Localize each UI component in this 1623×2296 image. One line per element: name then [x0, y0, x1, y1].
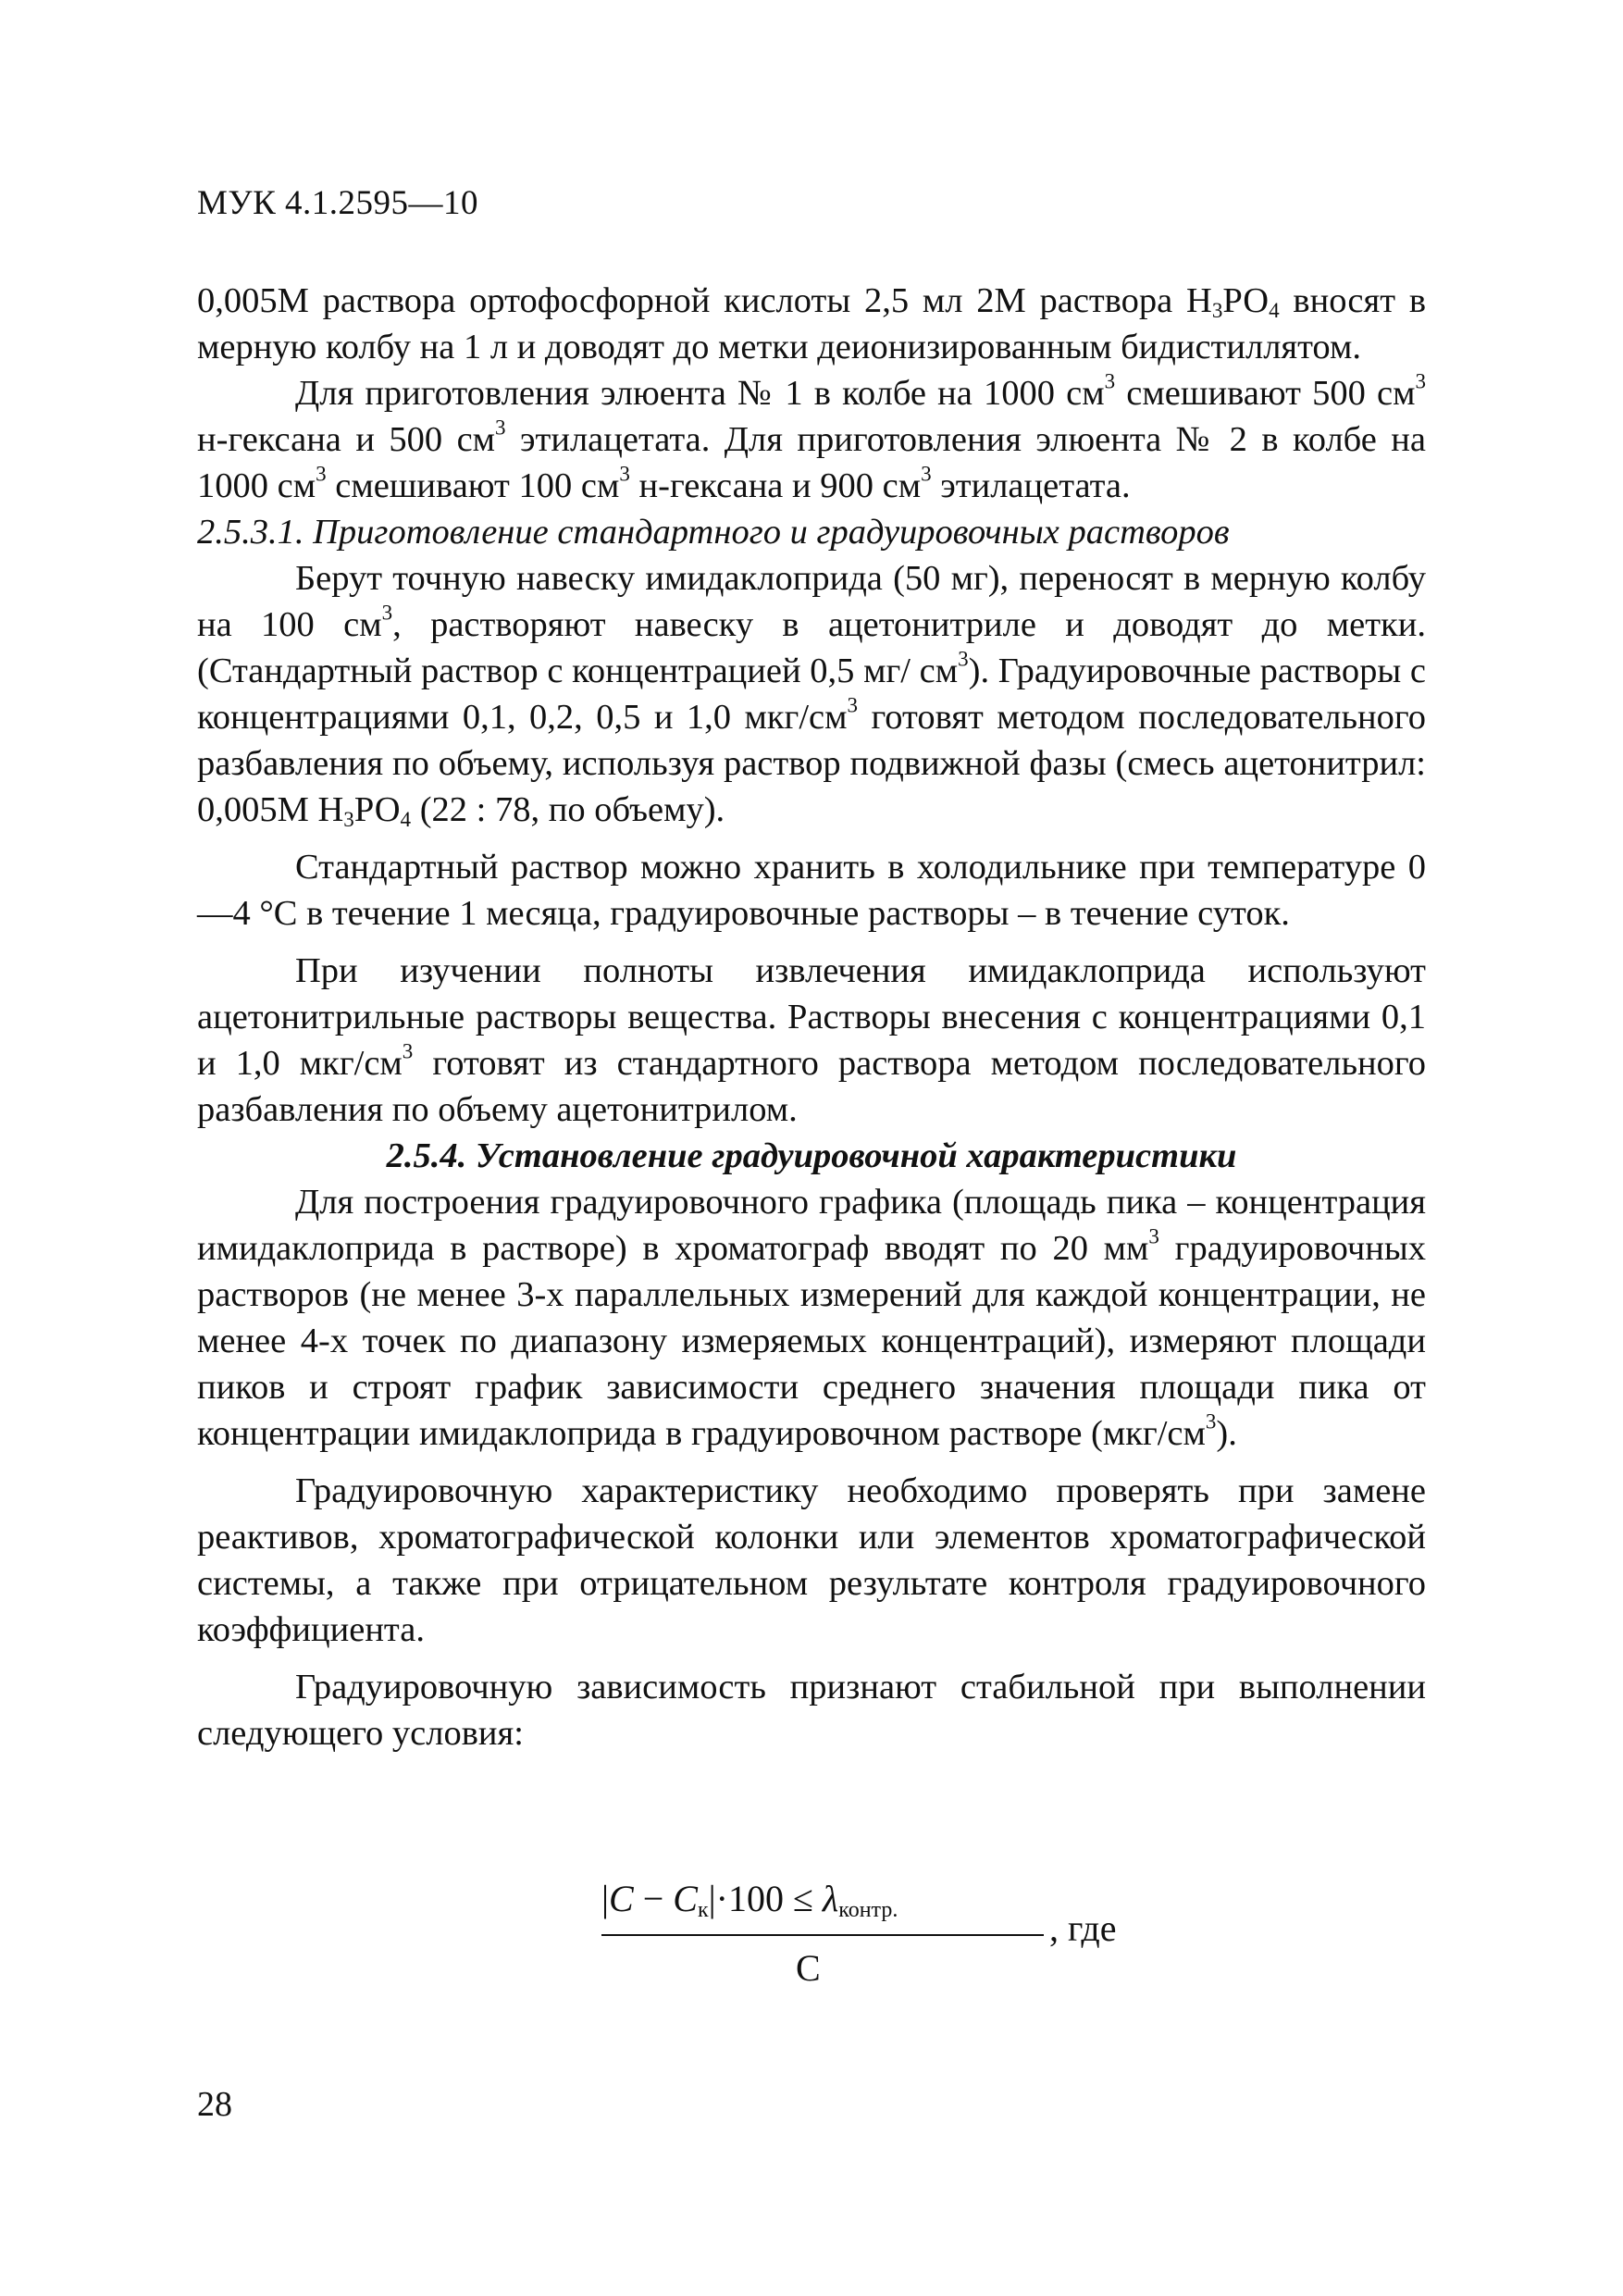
- paragraph-standard-solution: [197, 555, 1426, 833]
- text-run: Для приготовления элюента № 1 в колбе на 1000 см: [295, 374, 1105, 413]
- formula-tail: , где: [1049, 1907, 1117, 1949]
- text-run: готовят методом последовательного разбавления по объему, используя раствор подвижной фазы (смесь ацетонитрил: 0,005М Н: [197, 698, 1426, 829]
- fraction-line: [601, 1934, 1044, 1936]
- text-run: РО: [353, 790, 401, 829]
- text-run: смешивают 500 см: [1115, 374, 1416, 413]
- text-run: ). Градуировочные растворы с концентрациями 0,1, 0,2, 0,5 и 1,0 мкг/см: [197, 652, 1426, 737]
- abs-bar-open: |: [601, 1878, 610, 1919]
- symbol-lambda: λ: [822, 1878, 839, 1919]
- abs-bar-close: |: [708, 1878, 716, 1919]
- paragraph-recovery: [197, 948, 1426, 1133]
- superscript: 3: [847, 692, 859, 717]
- superscript: 3: [958, 646, 969, 671]
- superscript: 3: [316, 461, 327, 486]
- stability-formula: [601, 1877, 1249, 2006]
- text-run: ).: [1216, 1414, 1237, 1453]
- text-run: Для построения градуировочного графика (площадь пика – концентрация имидаклоприда в растворе) в хроматограф вводят по 20 мм: [197, 1183, 1426, 1268]
- formula-denominator: C: [796, 1947, 821, 1989]
- times-100-leq: ·100 ≤: [715, 1878, 823, 1919]
- text-run: РО: [1222, 281, 1270, 320]
- section-title: 2.5.4. Установление градуировочной характеристики: [386, 1136, 1237, 1175]
- text-run: , растворяют навеску в ацетонитриле и доводят до метки. (Стандартный раствор с концентрацией 0,5 мг/ см: [197, 605, 1426, 690]
- text-run: вносят в мерную колбу на 1 л и доводят до метки деионизированным бидистиллятом.: [197, 281, 1427, 366]
- superscript: 3: [1205, 1409, 1217, 1433]
- subscript: 4: [1269, 297, 1280, 322]
- text-run: н-гексана и 900 см: [629, 466, 922, 505]
- superscript: 3: [1148, 1223, 1159, 1248]
- formula-numerator: [601, 1877, 898, 1920]
- text-run: н-гексана и 500 см: [197, 420, 496, 459]
- minus-sign: −: [633, 1878, 674, 1919]
- superscript: 3: [1104, 368, 1116, 393]
- page-header: МУК 4.1.2595—10: [197, 184, 479, 222]
- subscript: контр.: [838, 1898, 898, 1922]
- paragraph-calibration-check: Градуировочную характеристику необходимо проверять при замене реактивов, хроматографической колонки или элементов хроматографической системы, а также при отрицательном результате контроля градуировочного коэффициента.: [197, 1471, 1426, 1649]
- paragraph-eluent-acid: [197, 278, 1426, 370]
- superscript: 3: [402, 1038, 414, 1063]
- paragraph-storage: Стандартный раствор можно хранить в холодильнике при температуре 0—4 °С в течение 1 месяца, градуировочные растворы – в течение суток.: [197, 848, 1426, 933]
- paragraph-calibration-graph: [197, 1179, 1426, 1457]
- subscript: 4: [400, 806, 412, 831]
- symbol-c: C: [609, 1878, 634, 1919]
- superscript: 3: [921, 461, 932, 486]
- paragraph-eluent-prep: [197, 370, 1426, 509]
- subscript: к: [697, 1898, 709, 1922]
- superscript: 3: [1415, 368, 1426, 393]
- symbol-ck: C: [673, 1878, 698, 1919]
- body-text: [197, 278, 1426, 1756]
- paragraph-stability-condition: Градуировочную зависимость признают стабильной при выполнении следующего условия:: [197, 1668, 1426, 1753]
- text-run: этилацетата. Для приготовления элюента № 2 в колбе на 1000 см: [197, 420, 1426, 505]
- text-run: Берут точную навеску имидаклоприда (50 мг), переносят в мерную колбу на 100 см: [197, 559, 1426, 644]
- text-run: 0,005М раствора ортофосфорной кислоты 2,5 мл 2М раствора Н: [197, 281, 1212, 320]
- text-run: готовят из стандартного раствора методом последовательного разбавления по объему ацетонитрилом.: [197, 1044, 1426, 1129]
- subscript: 3: [343, 806, 354, 831]
- text-run: При изучении полноты извлечения имидаклоприда используют ацетонитрильные растворы вещества. Растворы внесения с концентрациями 0,1 и 1,0 мкг/см: [197, 951, 1426, 1083]
- text-run: смешивают 100 см: [326, 466, 620, 505]
- superscript: 3: [495, 415, 506, 440]
- subscript: 3: [1211, 297, 1223, 322]
- superscript: 3: [619, 461, 630, 486]
- text-run: (22 : 78, по объему).: [411, 790, 725, 829]
- text-run: градуировочных растворов (не менее 3-х параллельных измерений для каждой концентрации, не менее 4-х точек по диапазону измеряемых концентраций), измеряют площади пиков и строят график зависимости среднего значения площади пика от концентрации имидаклоприда в градуировочном растворе (мкг/см: [197, 1229, 1426, 1453]
- superscript: 3: [381, 600, 393, 625]
- text-run: этилацетата.: [931, 466, 1131, 505]
- subsection-heading: 2.5.3.1. Приготовление стандартного и градуировочных растворов: [197, 513, 1230, 552]
- page-number: 28: [197, 2085, 232, 2124]
